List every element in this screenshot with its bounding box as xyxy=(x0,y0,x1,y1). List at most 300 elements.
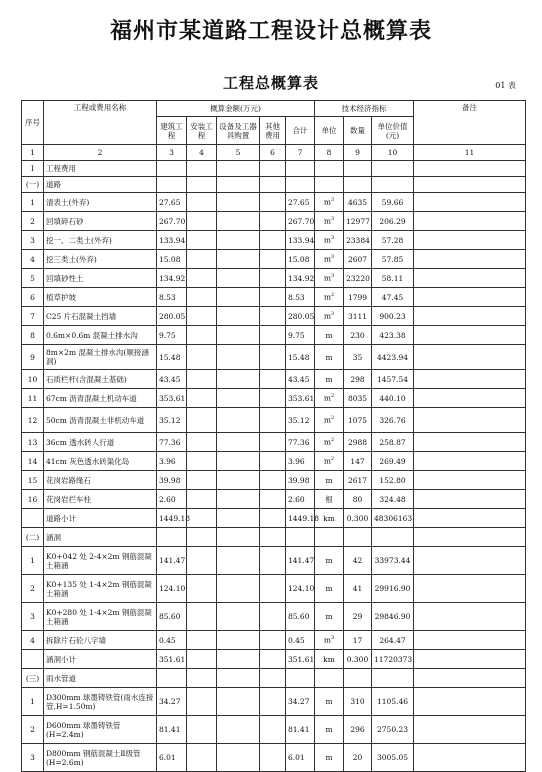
row-remark xyxy=(414,408,526,433)
unit-text: m xyxy=(323,437,331,447)
row-equipment xyxy=(217,716,260,744)
row-other xyxy=(260,528,286,547)
row-equipment xyxy=(217,490,260,509)
row-name: 67cm 沥青混凝土机动车道 xyxy=(44,389,157,408)
row-name: 挖一、二类土(外弃) xyxy=(44,231,157,250)
row-unit xyxy=(315,161,344,177)
col-number: 4 xyxy=(187,145,217,161)
row-equipment xyxy=(217,603,260,631)
row-unit-price xyxy=(372,528,414,547)
row-name: 涵洞小计 xyxy=(44,650,157,669)
row-unit-price: 326.76 xyxy=(372,408,414,433)
row-seq: 1 xyxy=(22,193,44,212)
row-remark xyxy=(414,326,526,345)
row-remark xyxy=(414,716,526,744)
row-unit-price: 264.47 xyxy=(372,631,414,650)
table-row xyxy=(22,669,526,688)
row-construction: 124.10 xyxy=(157,575,187,603)
row-quantity xyxy=(344,528,372,547)
table-row xyxy=(22,231,526,250)
row-unit-price: 258.87 xyxy=(372,433,414,452)
row-unit-price: 33973.44 xyxy=(372,547,414,575)
row-unit-price: 29916.90 xyxy=(372,575,414,603)
row-remark xyxy=(414,744,526,772)
unit-text: m xyxy=(325,352,333,362)
row-installation xyxy=(187,389,217,408)
row-construction: 8.53 xyxy=(157,288,187,307)
table-row xyxy=(22,716,526,744)
row-name: 8m×2m 混凝土排水沟(顺接涵洞) xyxy=(44,345,157,370)
row-seq: 9 xyxy=(22,345,44,370)
row-unit xyxy=(315,716,344,744)
row-equipment xyxy=(217,509,260,528)
row-construction: 35.12 xyxy=(157,408,187,433)
row-seq: 15 xyxy=(22,471,44,490)
row-name: 41cm 灰色透水砖渠化岛 xyxy=(44,452,157,471)
table-row xyxy=(22,161,526,177)
col-number: 6 xyxy=(260,145,286,161)
row-seq: 12 xyxy=(22,408,44,433)
table-row xyxy=(22,490,526,509)
unit-exponent: 3 xyxy=(330,235,335,242)
row-unit xyxy=(315,471,344,490)
row-unit-price: 47.45 xyxy=(372,288,414,307)
row-equipment xyxy=(217,408,260,433)
row-remark xyxy=(414,345,526,370)
row-equipment xyxy=(217,631,260,650)
row-remark xyxy=(414,389,526,408)
row-installation xyxy=(187,650,217,669)
row-unit xyxy=(315,193,344,212)
table-row xyxy=(22,688,526,716)
row-quantity: 3111 xyxy=(344,307,372,326)
col-number: 10 xyxy=(372,145,414,161)
col-number: 2 xyxy=(44,145,157,161)
row-quantity: 35 xyxy=(344,345,372,370)
row-unit xyxy=(315,452,344,471)
row-seq: 2 xyxy=(22,716,44,744)
row-equipment xyxy=(217,212,260,231)
col-number: 9 xyxy=(344,145,372,161)
unit-text: km xyxy=(323,513,335,523)
unit-text: m xyxy=(323,311,331,321)
row-construction: 43.45 xyxy=(157,370,187,389)
row-total: 0.45 xyxy=(286,631,315,650)
row-quantity: 2617 xyxy=(344,471,372,490)
row-remark xyxy=(414,650,526,669)
col-number: 5 xyxy=(217,145,260,161)
unit-text: m xyxy=(325,374,333,384)
row-quantity xyxy=(344,161,372,177)
row-name: C25 片石混凝土挡墙 xyxy=(44,307,157,326)
row-quantity: 23384 xyxy=(344,231,372,250)
row-installation xyxy=(187,231,217,250)
row-construction: 134.92 xyxy=(157,269,187,288)
table-row xyxy=(22,452,526,471)
row-other xyxy=(260,345,286,370)
row-remark xyxy=(414,528,526,547)
row-remark xyxy=(414,212,526,231)
row-remark xyxy=(414,433,526,452)
row-unit-price: 269.49 xyxy=(372,452,414,471)
row-quantity: 310 xyxy=(344,688,372,716)
row-installation xyxy=(187,193,217,212)
row-other xyxy=(260,231,286,250)
row-installation xyxy=(187,370,217,389)
row-equipment xyxy=(217,452,260,471)
row-unit-price: 1457.54 xyxy=(372,370,414,389)
col-number: 3 xyxy=(157,145,187,161)
row-remark xyxy=(414,688,526,716)
row-name: 石质栏杆(含混凝土基础) xyxy=(44,370,157,389)
table-row xyxy=(22,650,526,669)
table-row xyxy=(22,528,526,547)
row-construction: 3.96 xyxy=(157,452,187,471)
row-other xyxy=(260,490,286,509)
col-number: 8 xyxy=(315,145,344,161)
row-name: 道路小计 xyxy=(44,509,157,528)
row-unit xyxy=(315,326,344,345)
row-installation xyxy=(187,603,217,631)
row-quantity: 0.300 xyxy=(344,509,372,528)
row-construction: 77.36 xyxy=(157,433,187,452)
unit-text: m xyxy=(325,612,333,621)
row-unit xyxy=(315,177,344,193)
row-construction: 280.05 xyxy=(157,307,187,326)
unit-text: m xyxy=(323,456,331,466)
row-construction xyxy=(157,669,187,688)
row-other xyxy=(260,452,286,471)
row-remark xyxy=(414,250,526,269)
row-seq xyxy=(22,509,44,528)
row-unit-price: 440.10 xyxy=(372,389,414,408)
table-row xyxy=(22,603,526,631)
row-other xyxy=(260,575,286,603)
unit-exponent: 3 xyxy=(330,254,335,261)
header-unit: 单位 xyxy=(315,117,344,145)
row-unit-price: 59.66 xyxy=(372,193,414,212)
row-name: 回填碎石砂 xyxy=(44,212,157,231)
row-equipment xyxy=(217,528,260,547)
row-construction: 9.75 xyxy=(157,326,187,345)
row-other xyxy=(260,744,286,772)
row-remark xyxy=(414,547,526,575)
row-name: 道路 xyxy=(44,177,157,193)
header-row-1 xyxy=(22,101,526,117)
row-total: 267.70 xyxy=(286,212,315,231)
header-construction: 建筑工程 xyxy=(157,117,187,145)
row-construction: 27.65 xyxy=(157,193,187,212)
row-quantity xyxy=(344,177,372,193)
row-unit-price: 1105.46 xyxy=(372,688,414,716)
row-total: 39.98 xyxy=(286,471,315,490)
col-number: 1 xyxy=(22,145,44,161)
row-total: 34.27 xyxy=(286,688,315,716)
row-installation xyxy=(187,161,217,177)
row-other xyxy=(260,161,286,177)
row-seq xyxy=(22,650,44,669)
row-seq: (一) xyxy=(22,177,44,193)
unit-text: m xyxy=(325,753,333,762)
row-unit-price: 152.80 xyxy=(372,471,414,490)
row-quantity xyxy=(344,669,372,688)
row-other xyxy=(260,269,286,288)
row-installation xyxy=(187,345,217,370)
row-name: 清表土(外弃) xyxy=(44,193,157,212)
row-seq: 6 xyxy=(22,288,44,307)
table-row xyxy=(22,212,526,231)
row-quantity: 8035 xyxy=(344,389,372,408)
row-unit xyxy=(315,212,344,231)
row-unit xyxy=(315,307,344,326)
row-unit-price xyxy=(372,177,414,193)
row-seq: 4 xyxy=(22,250,44,269)
row-quantity: 296 xyxy=(344,716,372,744)
row-quantity: 42 xyxy=(344,547,372,575)
header-other: 其他费用 xyxy=(260,117,286,145)
row-total: 1449.18 xyxy=(286,509,315,528)
table-row xyxy=(22,744,526,772)
row-installation xyxy=(187,631,217,650)
row-total xyxy=(286,161,315,177)
row-other xyxy=(260,547,286,575)
unit-exponent: 2 xyxy=(330,393,335,400)
row-quantity: 1799 xyxy=(344,288,372,307)
row-remark xyxy=(414,177,526,193)
col-number: 11 xyxy=(414,145,526,161)
row-remark xyxy=(414,370,526,389)
row-construction xyxy=(157,177,187,193)
row-quantity: 80 xyxy=(344,490,372,509)
header-seq: 序号 xyxy=(22,101,44,145)
row-installation xyxy=(187,307,217,326)
row-remark xyxy=(414,631,526,650)
unit-text: m xyxy=(323,393,331,403)
unit-exponent: 2 xyxy=(330,437,335,444)
row-installation xyxy=(187,433,217,452)
row-other xyxy=(260,408,286,433)
unit-exponent: 2 xyxy=(330,292,335,299)
row-equipment xyxy=(217,193,260,212)
row-unit-price: 2750.23 xyxy=(372,716,414,744)
row-installation xyxy=(187,250,217,269)
row-unit xyxy=(315,631,344,650)
row-remark xyxy=(414,575,526,603)
row-unit xyxy=(315,528,344,547)
table-row xyxy=(22,345,526,370)
row-seq: 11 xyxy=(22,389,44,408)
table-row xyxy=(22,509,526,528)
unit-text: m xyxy=(323,635,331,645)
row-installation xyxy=(187,716,217,744)
row-unit xyxy=(315,744,344,772)
row-total: 3.96 xyxy=(286,452,315,471)
row-construction: 39.98 xyxy=(157,471,187,490)
row-unit-price: 58.11 xyxy=(372,269,414,288)
row-construction: 1449.18 xyxy=(157,509,187,528)
row-quantity: 2988 xyxy=(344,433,372,452)
row-other xyxy=(260,307,286,326)
table-row xyxy=(22,269,526,288)
table-row xyxy=(22,575,526,603)
row-equipment xyxy=(217,269,260,288)
unit-exponent: 3 xyxy=(330,635,335,642)
row-other xyxy=(260,177,286,193)
row-seq: 5 xyxy=(22,269,44,288)
row-name: 涵洞 xyxy=(44,528,157,547)
table-row xyxy=(22,288,526,307)
unit-text: km xyxy=(323,654,335,664)
row-seq: 3 xyxy=(22,744,44,772)
row-total: 134.92 xyxy=(286,269,315,288)
row-unit-price: 57.85 xyxy=(372,250,414,269)
row-remark xyxy=(414,231,526,250)
row-other xyxy=(260,212,286,231)
table-row xyxy=(22,326,526,345)
row-other xyxy=(260,669,286,688)
row-total: 6.01 xyxy=(286,744,315,772)
row-equipment xyxy=(217,547,260,575)
row-unit-price: 29846.90 xyxy=(372,603,414,631)
row-quantity: 2607 xyxy=(344,250,372,269)
row-unit-price: 206.29 xyxy=(372,212,414,231)
row-remark xyxy=(414,307,526,326)
row-name: 花岗岩路缘石 xyxy=(44,471,157,490)
row-installation xyxy=(187,288,217,307)
row-installation xyxy=(187,669,217,688)
row-unit-price: 324.48 xyxy=(372,490,414,509)
row-seq: 14 xyxy=(22,452,44,471)
row-installation xyxy=(187,177,217,193)
row-name: 拆除片石砼八字墙 xyxy=(44,631,157,650)
row-installation xyxy=(187,547,217,575)
row-total: 2.60 xyxy=(286,490,315,509)
row-unit xyxy=(315,250,344,269)
row-quantity: 298 xyxy=(344,370,372,389)
row-installation xyxy=(187,408,217,433)
unit-text: m xyxy=(323,235,331,245)
header-unit-price: 单位价值(元) xyxy=(372,117,414,145)
row-installation xyxy=(187,688,217,716)
table-row xyxy=(22,408,526,433)
row-name: 植草护坡 xyxy=(44,288,157,307)
row-remark xyxy=(414,490,526,509)
row-construction: 6.01 xyxy=(157,744,187,772)
row-unit xyxy=(315,669,344,688)
row-name: 挖三类土(外弃) xyxy=(44,250,157,269)
unit-exponent: 3 xyxy=(330,273,335,280)
row-equipment xyxy=(217,177,260,193)
row-construction: 0.45 xyxy=(157,631,187,650)
estimate-table xyxy=(21,100,526,772)
unit-text: m xyxy=(323,273,331,283)
row-total: 15.08 xyxy=(286,250,315,269)
row-installation xyxy=(187,269,217,288)
header-amount-group: 概算金额(万元) xyxy=(157,101,315,117)
row-total xyxy=(286,528,315,547)
row-unit xyxy=(315,370,344,389)
row-seq: (二) xyxy=(22,528,44,547)
row-name: 回填砂性土 xyxy=(44,269,157,288)
row-remark xyxy=(414,288,526,307)
row-seq: Ⅰ xyxy=(22,161,44,177)
row-quantity: 29 xyxy=(344,603,372,631)
row-name: D300mm 球墨铸铁管(雨水连接管,H=1.50m) xyxy=(44,688,157,716)
table-row xyxy=(22,193,526,212)
unit-exponent: 3 xyxy=(330,216,335,223)
unit-text: m xyxy=(323,197,331,207)
row-construction: 15.48 xyxy=(157,345,187,370)
row-equipment xyxy=(217,650,260,669)
unit-exponent: 2 xyxy=(330,456,335,463)
row-remark xyxy=(414,509,526,528)
row-quantity: 230 xyxy=(344,326,372,345)
row-seq: 1 xyxy=(22,547,44,575)
table-row xyxy=(22,433,526,452)
unit-text: m xyxy=(325,330,333,340)
row-quantity: 0.300 xyxy=(344,650,372,669)
row-name: 雨水管道 xyxy=(44,669,157,688)
row-construction: 267.70 xyxy=(157,212,187,231)
row-equipment xyxy=(217,326,260,345)
unit-text: m xyxy=(325,556,333,565)
unit-exponent: 3 xyxy=(330,311,335,318)
row-remark xyxy=(414,471,526,490)
row-equipment xyxy=(217,288,260,307)
unit-text: m xyxy=(325,475,333,485)
row-unit xyxy=(315,490,344,509)
row-equipment xyxy=(217,250,260,269)
row-seq: 8 xyxy=(22,326,44,345)
table-row xyxy=(22,177,526,193)
unit-text: m xyxy=(323,292,331,302)
row-quantity: 20 xyxy=(344,744,372,772)
row-other xyxy=(260,433,286,452)
row-equipment xyxy=(217,345,260,370)
row-equipment xyxy=(217,688,260,716)
row-installation xyxy=(187,326,217,345)
row-total xyxy=(286,177,315,193)
row-remark xyxy=(414,452,526,471)
row-seq: (三) xyxy=(22,669,44,688)
row-unit xyxy=(315,688,344,716)
row-remark xyxy=(414,269,526,288)
row-equipment xyxy=(217,669,260,688)
row-construction: 81.41 xyxy=(157,716,187,744)
unit-text: m xyxy=(323,415,331,425)
row-unit xyxy=(315,389,344,408)
row-other xyxy=(260,650,286,669)
row-other xyxy=(260,193,286,212)
table-row xyxy=(22,471,526,490)
row-unit xyxy=(315,231,344,250)
unit-exponent: 3 xyxy=(330,197,335,204)
row-installation xyxy=(187,509,217,528)
row-unit xyxy=(315,547,344,575)
row-construction: 15.08 xyxy=(157,250,187,269)
row-equipment xyxy=(217,744,260,772)
header-name: 工程或费用名称 xyxy=(44,101,157,145)
row-total: 141.47 xyxy=(286,547,315,575)
row-unit xyxy=(315,345,344,370)
row-total: 27.65 xyxy=(286,193,315,212)
row-total: 133.94 xyxy=(286,231,315,250)
row-unit xyxy=(315,408,344,433)
row-other xyxy=(260,631,286,650)
row-quantity: 4635 xyxy=(344,193,372,212)
header-tech-group: 技术经济指标 xyxy=(315,101,414,117)
row-unit xyxy=(315,650,344,669)
